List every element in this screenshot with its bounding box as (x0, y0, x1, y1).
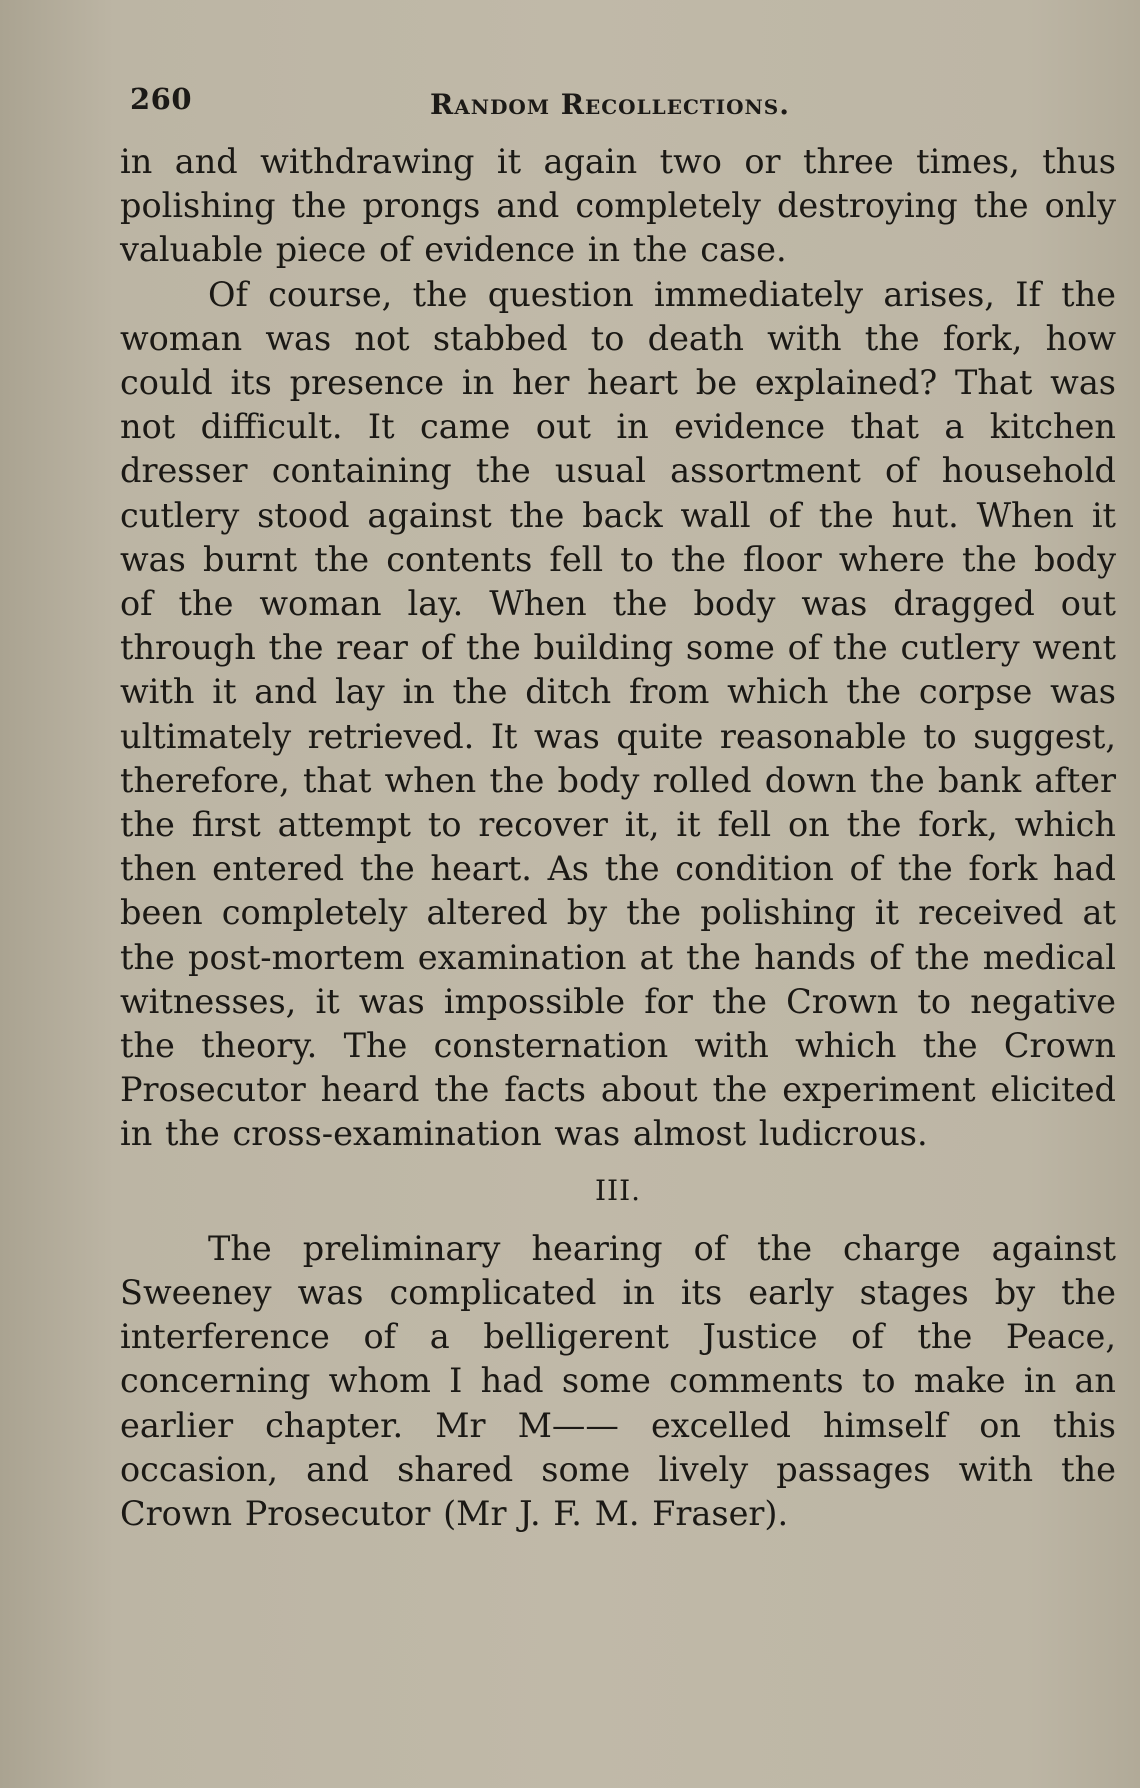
paragraph: The preliminary hearing of the charge against Sweeney was complicated in its early stages by the interference of a belligerent Justice of the Peace, concerning whom I had some comments to make in an earlier chapter. Mr M—— excelled himself on this occasion, and shared some lively passages with the Crown Prosecutor (Mr J. F. M. Fraser). (120, 1228, 1116, 1534)
page-header (130, 78, 1120, 128)
paragraph: Of course, the question immediately arises, If the woman was not stabbed to death with the fork, how could its presence in her heart be explained? That was not difficult. It came out in evidence that a kitchen dresser containing the usual assortment of household cutlery stood against the back wall of the hut. When it was burnt the contents fell to the floor where the body of the woman lay. When the body was dragged out through the rear of the building some of the cutlery went with it and lay in the ditch from which the corpse was ultimately retrieved. It was quite reasonable to suggest, therefore, that when the body rolled down the bank after the first attempt to recover it, it fell on the fork, which then entered the heart. As the condition of the fork had been completely altered by the polishing it received at the post-mortem examination at the hands of the medical witnesses, it was impossible for the Crown to negative the theory. The consternation with which the Crown Prosecutor heard the facts about the experiment elicited in the cross-examination was almost ludicrous. (120, 274, 1116, 1154)
body-text (120, 140, 1116, 1536)
paragraph-continued: in and withdrawing it again two or three times, thus polishing the prongs and completely destroying the only valuable piece of evidence in the case. (120, 142, 1116, 270)
section-heading: III. (594, 1173, 642, 1207)
page-number: 260 (130, 82, 193, 116)
running-title: Random Recollections. (430, 88, 790, 121)
